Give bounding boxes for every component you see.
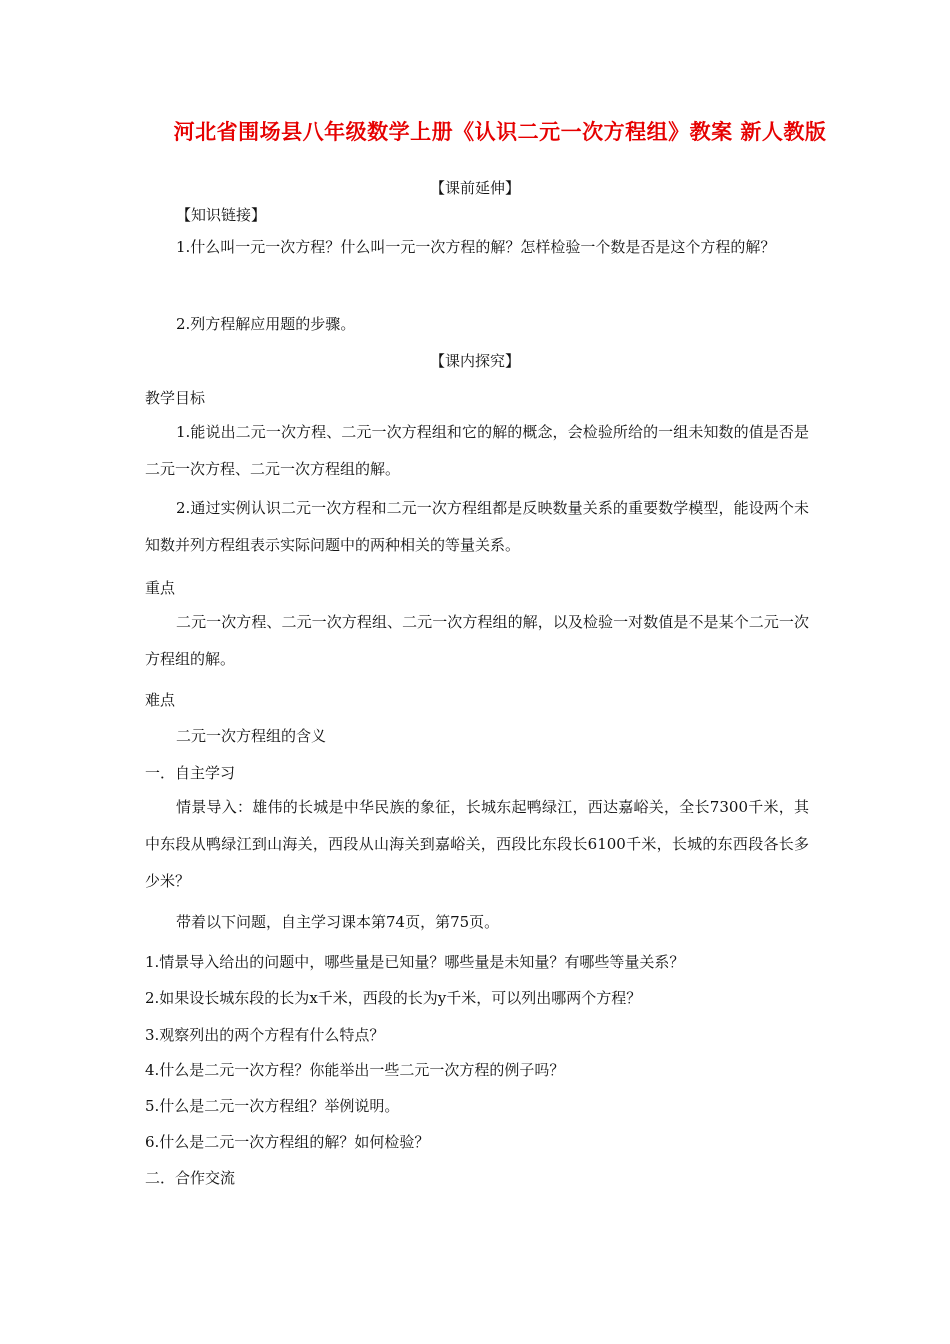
question-2: 2.如果设长城东段的长为x千米，西段的长为y千米，可以列出哪两个方程？ (145, 989, 642, 1007)
goal-item-1: 1.能说出二元一次方程、二元一次方程组和它的解的概念，会检验所给的一组未知数的值是否是二元一次方程、二元一次方程组的解。 (145, 423, 809, 478)
part-two-heading: 二．合作交流 (145, 1169, 236, 1187)
section-in-class: 【课内探究】 (429, 352, 520, 370)
section-pre-class: 【课前延伸】 (429, 179, 520, 197)
difficulty-heading: 难点 (145, 691, 176, 709)
knowledge-link-heading: 【知识链接】 (176, 206, 267, 224)
key-points-text: 二元一次方程、二元一次方程组、二元一次方程组的解，以及检验一对数值是不是某个二元一次方程组的解。 (145, 613, 809, 668)
goal-item-2: 2.通过实例认识二元一次方程和二元一次方程组都是反映数量关系的重要数学模型，能设两个未知数并列方程组表示实际问题中的两种相关的等量关系。 (145, 499, 809, 554)
goals-heading: 教学目标 (145, 389, 206, 407)
document-title: 河北省围场县八年级数学上册《认识二元一次方程组》教案 新人教版 (173, 120, 827, 144)
scenario-text: 情景导入：雄伟的长城是中华民族的象征，长城东起鸭绿江，西达嘉峪关，全长7300千米，其中东段从鸭绿江到山海关，西段从山海关到嘉峪关，西段比东段长6100千米，长城的东西段各长多少米？ (145, 798, 809, 890)
knowledge-item-1: 1.什么叫一元一次方程？什么叫一元一次方程的解？怎样检验一个数是否是这个方程的解？ (176, 238, 776, 256)
question-1: 1.情景导入给出的问题中，哪些量是已知量？哪些量是未知量？有哪些等量关系？ (145, 953, 685, 971)
key-points-heading: 重点 (145, 579, 176, 597)
difficulty-text: 二元一次方程组的含义 (176, 727, 327, 745)
self-study-instruction: 带着以下问题，自主学习课本第74页，第75页。 (176, 913, 500, 931)
question-5: 5.什么是二元一次方程组？举例说明。 (145, 1097, 400, 1115)
part-one-heading: 一．自主学习 (145, 764, 236, 782)
question-6: 6.什么是二元一次方程组的解？如何检验？ (145, 1133, 430, 1151)
knowledge-item-2: 2.列方程解应用题的步骤。 (176, 315, 356, 333)
question-3: 3.观察列出的两个方程有什么特点？ (145, 1026, 385, 1044)
question-4: 4.什么是二元一次方程？你能举出一些二元一次方程的例子吗？ (145, 1061, 565, 1079)
